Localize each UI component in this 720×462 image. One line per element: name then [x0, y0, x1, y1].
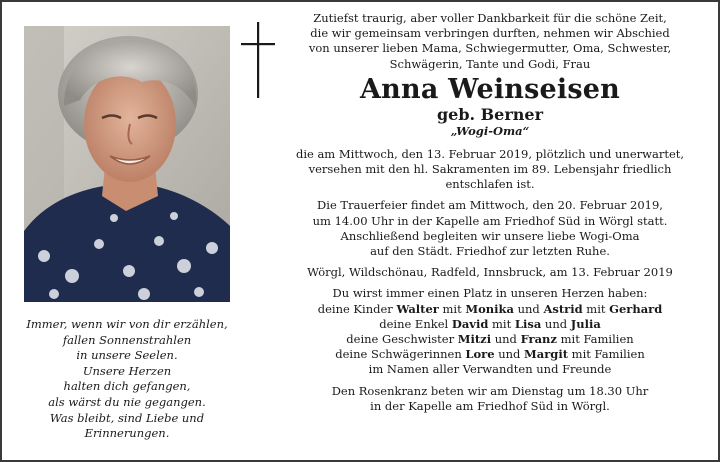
mourners-others: im Namen aller Verwandten und Freunde [368, 362, 612, 377]
poem-line: Erinnerungen. [84, 426, 170, 441]
intro-line: die wir gemeinsam verbringen durften, nehmen wir Abschied [310, 26, 670, 41]
mourners-children: deine Kinder Walter mit Monika und Astrid mit Gerhard [317, 301, 663, 316]
poem-line: in unsere Seelen. [76, 348, 178, 363]
intro-line: Schwägerin, Tante und Godi, Frau [389, 56, 591, 71]
funeral-line: Anschließend begleiten wir unsere liebe Wogi-Oma [340, 228, 640, 243]
poem-line: Was bleibt, sind Liebe und [49, 410, 205, 425]
funeral-line: auf den Städt. Friedhof zur letzten Ruhe. [370, 244, 610, 259]
portrait-photo [24, 26, 230, 302]
cross-icon [241, 22, 275, 98]
poem-line: Immer, wenn wir von dir erzählen, [26, 317, 228, 331]
mourners-intro: Du wirst immer einen Platz in unseren Herzen haben: [332, 286, 648, 301]
rosary-info [284, 384, 696, 414]
intro-line: Zutiefst traurig, aber voller Dankbarkeit für die schöne Zeit, [313, 11, 667, 25]
poem-line: als wärst du nie gegangen. [48, 394, 206, 409]
poem-line: halten dich gefangen, [63, 379, 191, 394]
poem-line: fallen Sonnenstrahlen [62, 332, 192, 347]
maiden-name: geb. Berner [436, 104, 544, 124]
mourners-sisters-in-law: deine Schwägerinnen Lore und Margit mit Familien [335, 347, 645, 362]
funeral-line: um 14.00 Uhr in der Kapelle am Friedhof Süd in Wörgl statt. [312, 213, 668, 228]
poem-line: Unsere Herzen [82, 363, 172, 378]
obituary-text [284, 11, 696, 414]
funeral-info [284, 198, 696, 259]
rosary-line: in der Kapelle am Friedhof Süd in Wörgl. [370, 398, 610, 413]
death-notice [284, 147, 696, 193]
place-date: Wörgl, Wildschönau, Radfeld, Innsbruck, am 13. Februar 2019 [307, 265, 673, 280]
death-notice-line: die am Mittwoch, den 13. Februar 2019, plötzlich und unerwartet, [295, 146, 685, 161]
death-notice-line: entschlafen ist. [445, 177, 535, 192]
death-notice-line: versehen mit den hl. Sakramenten im 89. Lebensjahr friedlich [308, 162, 672, 177]
funeral-line: Die Trauerfeier findet am Mittwoch, den 20. Februar 2019, [317, 198, 663, 213]
mourners-list [284, 286, 696, 377]
memorial-poem [10, 317, 244, 442]
mourners-grandchildren: deine Enkel David mit Lisa und Julia [379, 316, 601, 331]
rosary-line: Den Rosenkranz beten wir am Dienstag um 18.30 Uhr [331, 383, 649, 398]
intro-line: von unserer lieben Mama, Schwiegermutter, Oma, Schwester, [308, 41, 672, 56]
mourners-siblings: deine Geschwister Mitzi und Franz mit Familien [346, 332, 634, 347]
intro-text [284, 11, 696, 72]
nickname: „Wogi-Oma“ [450, 123, 530, 138]
deceased-name: Anna Weinseisen [360, 73, 620, 105]
